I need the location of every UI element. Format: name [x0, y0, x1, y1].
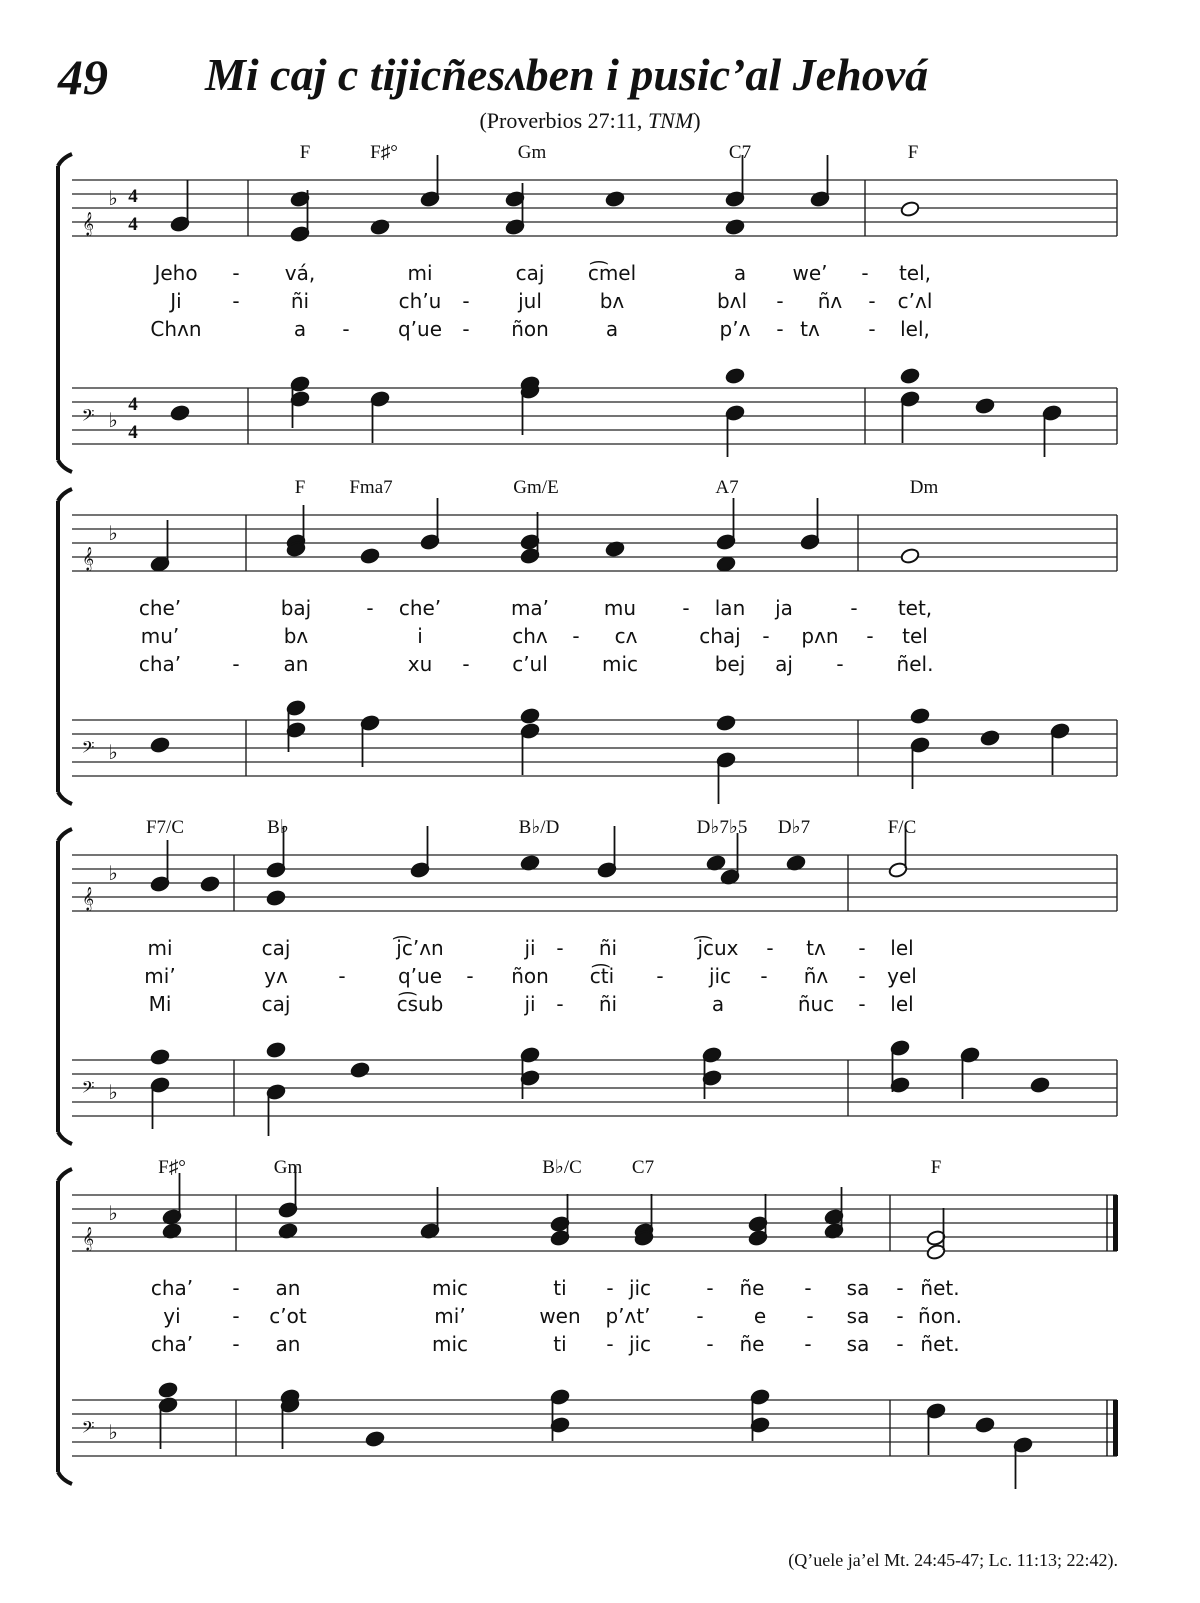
lyric-syllable: bʌl	[716, 289, 748, 313]
chord-symbol: B♭/D	[518, 817, 560, 838]
bass-note	[910, 707, 930, 724]
lyric-syllable: mi	[147, 936, 173, 960]
lyric-syllable: mi’	[144, 964, 176, 988]
lyric-syllable: ñi	[598, 992, 618, 1016]
treble-note	[200, 875, 220, 892]
lyric-hyphen: -	[656, 964, 664, 988]
lyric-hyphen: -	[696, 1304, 704, 1328]
chord-symbol: C7	[728, 142, 752, 163]
lyric-syllable: lan	[714, 596, 746, 620]
treble-note	[725, 218, 745, 235]
lyric-syllable: yʌ	[264, 964, 288, 988]
lyric-hyphen: -	[804, 1276, 812, 1300]
lyric-syllable: mic	[431, 1332, 469, 1356]
treble-clef-icon: 𝄞	[82, 211, 94, 235]
hymn-title: Mi caj c tijicñesʌben i pusic’al Jehová	[205, 49, 929, 100]
lyric-syllable: ñʌ	[817, 289, 843, 313]
lyric-hyphen: -	[466, 964, 474, 988]
lyric-hyphen: -	[462, 289, 470, 313]
bass-note	[1030, 1076, 1050, 1093]
bass-note	[170, 404, 190, 421]
lyric-syllable: chaj	[699, 624, 741, 648]
lyric-hyphen: -	[868, 289, 876, 313]
lyric-hyphen: -	[868, 317, 876, 341]
lyric-syllable: lel,	[900, 317, 930, 341]
lyric-syllable: c͡mel	[587, 261, 637, 285]
lyric-hyphen: -	[850, 596, 858, 620]
lyric-syllable: jic	[628, 1332, 652, 1356]
key-flat-icon: ♭	[108, 1420, 118, 1444]
lyric-hyphen: -	[804, 1332, 812, 1356]
lyric-hyphen: -	[896, 1276, 904, 1300]
lyric-syllable: a	[293, 317, 307, 341]
final-barline	[1113, 1400, 1118, 1456]
lyric-syllable: q’ue	[397, 317, 443, 341]
chord-symbol: F	[299, 142, 311, 163]
lyric-syllable: mic	[601, 652, 639, 676]
bass-note	[150, 1048, 170, 1065]
lyric-hyphen: -	[232, 289, 240, 313]
lyric-syllable: a	[733, 261, 747, 285]
lyric-hyphen: -	[836, 652, 844, 676]
lyric-syllable: mic	[431, 1276, 469, 1300]
lyric-syllable: yel	[887, 964, 917, 988]
lyric-syllable: ñi	[598, 936, 618, 960]
lyric-syllable: wen	[539, 1304, 581, 1328]
lyric-syllable: tʌ	[800, 317, 820, 341]
lyric-syllable: ji	[524, 992, 536, 1016]
treble-note	[360, 547, 380, 564]
hymn-number: 49	[58, 49, 108, 105]
bass-note	[980, 729, 1000, 746]
bass-note	[900, 367, 920, 384]
lyric-syllable: cʌ	[614, 624, 638, 648]
reference-close: )	[693, 108, 701, 133]
lyric-syllable: ñel.	[896, 652, 934, 676]
lyric-syllable: lel	[890, 992, 914, 1016]
lyric-syllable: ch’u	[398, 289, 442, 313]
chord-symbol: F	[907, 142, 919, 163]
bass-clef-icon: 𝄢	[81, 1077, 95, 1101]
lyric-syllable: mi	[407, 261, 433, 285]
lyric-hyphen: -	[858, 936, 866, 960]
lyric-syllable: an	[275, 1332, 301, 1356]
lyric-syllable: j͡c’ʌn	[396, 936, 444, 960]
chord-symbol: Dm	[909, 477, 939, 498]
lyric-syllable: ti	[553, 1332, 567, 1356]
bass-note	[975, 1416, 995, 1433]
lyric-hyphen: -	[232, 1276, 240, 1300]
lyric-syllable: mi’	[434, 1304, 466, 1328]
system-bracket	[58, 1169, 72, 1484]
lyric-syllable: caj	[261, 936, 291, 960]
lyric-hyphen: -	[766, 936, 774, 960]
lyric-hyphen: -	[896, 1332, 904, 1356]
lyric-syllable: pʌn	[801, 624, 839, 648]
lyric-syllable: jic	[708, 964, 732, 988]
lyric-syllable: lel	[890, 936, 914, 960]
bass-note	[266, 1041, 286, 1058]
lyric-syllable: che’	[138, 596, 182, 620]
chord-symbol: Gm	[517, 142, 547, 163]
chord-symbol: F♯°	[370, 142, 398, 163]
lyric-syllable: c’ʌl	[897, 289, 933, 313]
reference-text: (Proverbios 27:11,	[479, 108, 648, 133]
lyric-syllable: Mi	[148, 992, 172, 1016]
bass-note	[520, 707, 540, 724]
lyric-hyphen: -	[682, 596, 690, 620]
lyric-syllable: c’ul	[512, 652, 548, 676]
final-barline	[1113, 1195, 1118, 1251]
treble-note	[605, 190, 625, 207]
lyric-syllable: sa	[846, 1276, 870, 1300]
lyric-syllable: we’	[792, 261, 828, 285]
lyric-syllable: ñʌ	[803, 964, 829, 988]
lyric-syllable: caj	[261, 992, 291, 1016]
key-flat-icon: ♭	[108, 408, 118, 432]
lyric-hyphen: -	[232, 1304, 240, 1328]
lyric-syllable: ñe	[739, 1332, 765, 1356]
lyric-hyphen: -	[556, 992, 564, 1016]
chord-symbol: C7	[631, 1157, 655, 1178]
lyric-hyphen: -	[232, 652, 240, 676]
lyric-syllable: Jeho	[154, 261, 198, 285]
lyric-hyphen: -	[706, 1332, 714, 1356]
lyric-syllable: ñe	[739, 1276, 765, 1300]
cross-reference-footer: (Q’uele ja’el Mt. 24:45-47; Lc. 11:13; 22:42).	[788, 1550, 1118, 1570]
lyric-hyphen: -	[776, 289, 784, 313]
lyric-syllable: jic	[628, 1276, 652, 1300]
key-flat-icon: ♭	[108, 521, 118, 545]
lyric-hyphen: -	[706, 1276, 714, 1300]
reference-translation: TNM	[647, 108, 694, 133]
chord-symbol: Fma7	[349, 477, 393, 498]
lyric-syllable: jul	[518, 289, 542, 313]
lyric-syllable: a	[711, 992, 725, 1016]
lyric-syllable: tel	[902, 624, 928, 648]
chord-symbol: F	[930, 1157, 942, 1178]
lyric-syllable: Ji	[170, 289, 182, 313]
lyric-hyphen: -	[462, 652, 470, 676]
bass-note	[350, 1061, 370, 1078]
lyric-syllable: ñon	[511, 964, 549, 988]
lyric-syllable: tʌ	[806, 936, 826, 960]
lyric-syllable: ñet.	[920, 1332, 960, 1356]
lyric-syllable: sa	[846, 1332, 870, 1356]
bass-clef-icon: 𝄢	[81, 737, 95, 761]
treble-note	[716, 555, 736, 572]
key-flat-icon: ♭	[108, 186, 118, 210]
lyric-hyphen: -	[896, 1304, 904, 1328]
chord-symbol: Gm	[273, 1157, 303, 1178]
lyric-syllable: aj	[775, 652, 793, 676]
lyric-syllable: ma’	[510, 596, 550, 620]
lyric-syllable: cha’	[150, 1276, 194, 1300]
system-bracket	[58, 829, 72, 1144]
lyric-syllable: ti	[553, 1276, 567, 1300]
lyric-hyphen: -	[342, 317, 350, 341]
lyric-syllable: cha’	[138, 652, 182, 676]
lyric-syllable: p’ʌ	[719, 317, 751, 341]
lyric-hyphen: -	[556, 936, 564, 960]
lyric-syllable: e	[753, 1304, 767, 1328]
key-flat-icon: ♭	[108, 1080, 118, 1104]
lyric-syllable: bʌ	[283, 624, 309, 648]
chord-symbol: A7	[715, 477, 739, 498]
lyric-hyphen: -	[572, 624, 580, 648]
lyric-syllable: mu’	[140, 624, 180, 648]
lyric-syllable: ñon	[511, 317, 549, 341]
lyric-syllable: cha’	[150, 1332, 194, 1356]
chord-symbol: Gm/E	[513, 477, 559, 498]
lyric-syllable: c͡sub	[396, 992, 444, 1016]
bass-note	[975, 397, 995, 414]
chord-symbol: D♭7	[777, 817, 811, 838]
lyric-hyphen: -	[760, 964, 768, 988]
lyric-hyphen: -	[776, 317, 784, 341]
time-signature-top: 4	[128, 186, 138, 207]
lyric-syllable: ñuc	[797, 992, 835, 1016]
lyric-hyphen: -	[366, 596, 374, 620]
lyric-syllable: bʌ	[599, 289, 625, 313]
bass-clef-icon: 𝄢	[81, 1417, 95, 1441]
lyric-hyphen: -	[762, 624, 770, 648]
chord-symbol: F	[294, 477, 306, 498]
lyric-hyphen: -	[866, 624, 874, 648]
lyric-syllable: baj	[280, 596, 312, 620]
lyric-syllable: ja	[775, 596, 793, 620]
lyric-syllable: a	[605, 317, 619, 341]
bass-note	[725, 367, 745, 384]
lyric-hyphen: -	[338, 964, 346, 988]
lyric-syllable: c͡ti	[589, 964, 615, 988]
lyric-hyphen: -	[858, 964, 866, 988]
lyric-hyphen: -	[232, 261, 240, 285]
lyric-syllable: ñet.	[920, 1276, 960, 1300]
lyric-syllable: caj	[515, 261, 545, 285]
lyric-syllable: bej	[714, 652, 746, 676]
chord-symbol: F7/C	[145, 817, 185, 838]
lyric-syllable: an	[283, 652, 309, 676]
treble-note	[266, 889, 286, 906]
lyric-syllable: vá,	[284, 261, 316, 285]
treble-clef-icon: 𝄞	[82, 546, 94, 570]
lyric-hyphen: -	[232, 1332, 240, 1356]
lyric-hyphen: -	[858, 992, 866, 1016]
lyric-syllable: ñi	[290, 289, 310, 313]
lyric-syllable: xu	[407, 652, 433, 676]
lyric-syllable: che’	[398, 596, 442, 620]
system-bracket	[58, 489, 72, 804]
lyric-syllable: mu	[603, 596, 637, 620]
lyric-hyphen: -	[462, 317, 470, 341]
time-signature-top: 4	[128, 394, 138, 415]
lyric-hyphen: -	[606, 1276, 614, 1300]
time-signature-bottom: 4	[128, 422, 138, 443]
lyric-syllable: i	[417, 624, 423, 648]
treble-clef-icon: 𝄞	[82, 1226, 94, 1250]
lyric-syllable: chʌ	[512, 624, 548, 648]
bass-note	[158, 1381, 178, 1398]
lyric-syllable: ji	[524, 936, 536, 960]
lyric-syllable: tel,	[898, 261, 932, 285]
lyric-syllable: j͡cux	[697, 936, 739, 960]
lyric-hyphen: -	[861, 261, 869, 285]
lyric-syllable: yi	[163, 1304, 181, 1328]
chord-symbol: B♭/C	[542, 1157, 582, 1178]
key-flat-icon: ♭	[108, 861, 118, 885]
chord-symbol: D♭7♭5	[696, 817, 748, 838]
treble-note	[900, 547, 920, 564]
bass-clef-icon: 𝄢	[81, 405, 95, 429]
lyric-syllable: ñon.	[918, 1304, 962, 1328]
lyric-syllable: q’ue	[397, 964, 443, 988]
lyric-syllable: tet,	[897, 596, 933, 620]
lyric-syllable: Chʌn	[150, 317, 202, 341]
treble-note	[900, 200, 920, 217]
bass-note	[716, 714, 736, 731]
system-bracket	[58, 154, 72, 472]
bass-note	[150, 736, 170, 753]
lyric-hyphen: -	[806, 1304, 814, 1328]
lyric-syllable: an	[275, 1276, 301, 1300]
key-flat-icon: ♭	[108, 1201, 118, 1225]
lyric-syllable: c’ot	[269, 1304, 307, 1328]
time-signature-bottom: 4	[128, 214, 138, 235]
lyric-syllable: sa	[846, 1304, 870, 1328]
chord-symbol: B♭	[267, 817, 289, 838]
lyric-hyphen: -	[606, 1332, 614, 1356]
key-flat-icon: ♭	[108, 740, 118, 764]
treble-clef-icon: 𝄞	[82, 886, 94, 910]
lyric-syllable: p’ʌt’	[605, 1304, 651, 1328]
treble-note	[370, 218, 390, 235]
bass-note	[365, 1430, 385, 1447]
chord-symbol: F♯°	[158, 1157, 186, 1178]
chord-symbol: F/C	[887, 817, 917, 838]
